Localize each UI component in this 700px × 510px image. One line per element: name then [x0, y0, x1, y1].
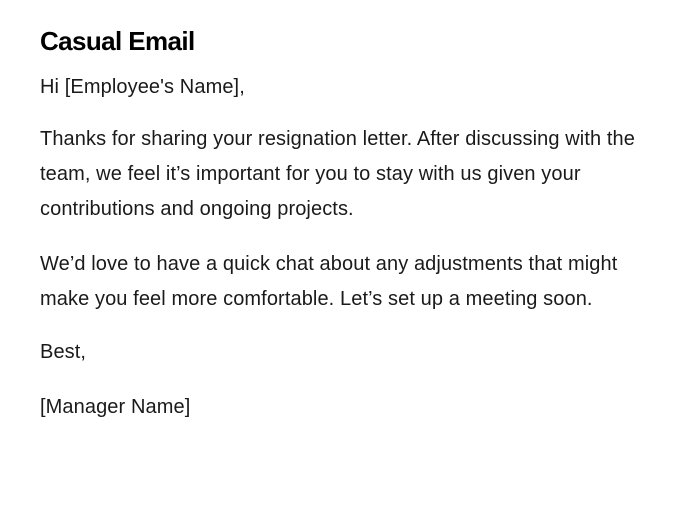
email-paragraph-1: Thanks for sharing your resignation letter. After discussing with the team, we feel it’s important for you to stay with us given your contributions and ongoing projects. [40, 128, 635, 220]
email-body [40, 72, 660, 422]
email-paragraph-2: We’d love to have a quick chat about any adjustments that might make you feel more comfortable. Let’s set up a meeting soon. [40, 253, 618, 310]
email-signature: [Manager Name] [40, 396, 191, 418]
email-signoff: Best, [40, 341, 87, 363]
email-greeting: Hi [Employee's Name], [40, 76, 245, 98]
document-title: Casual Email [40, 26, 195, 56]
